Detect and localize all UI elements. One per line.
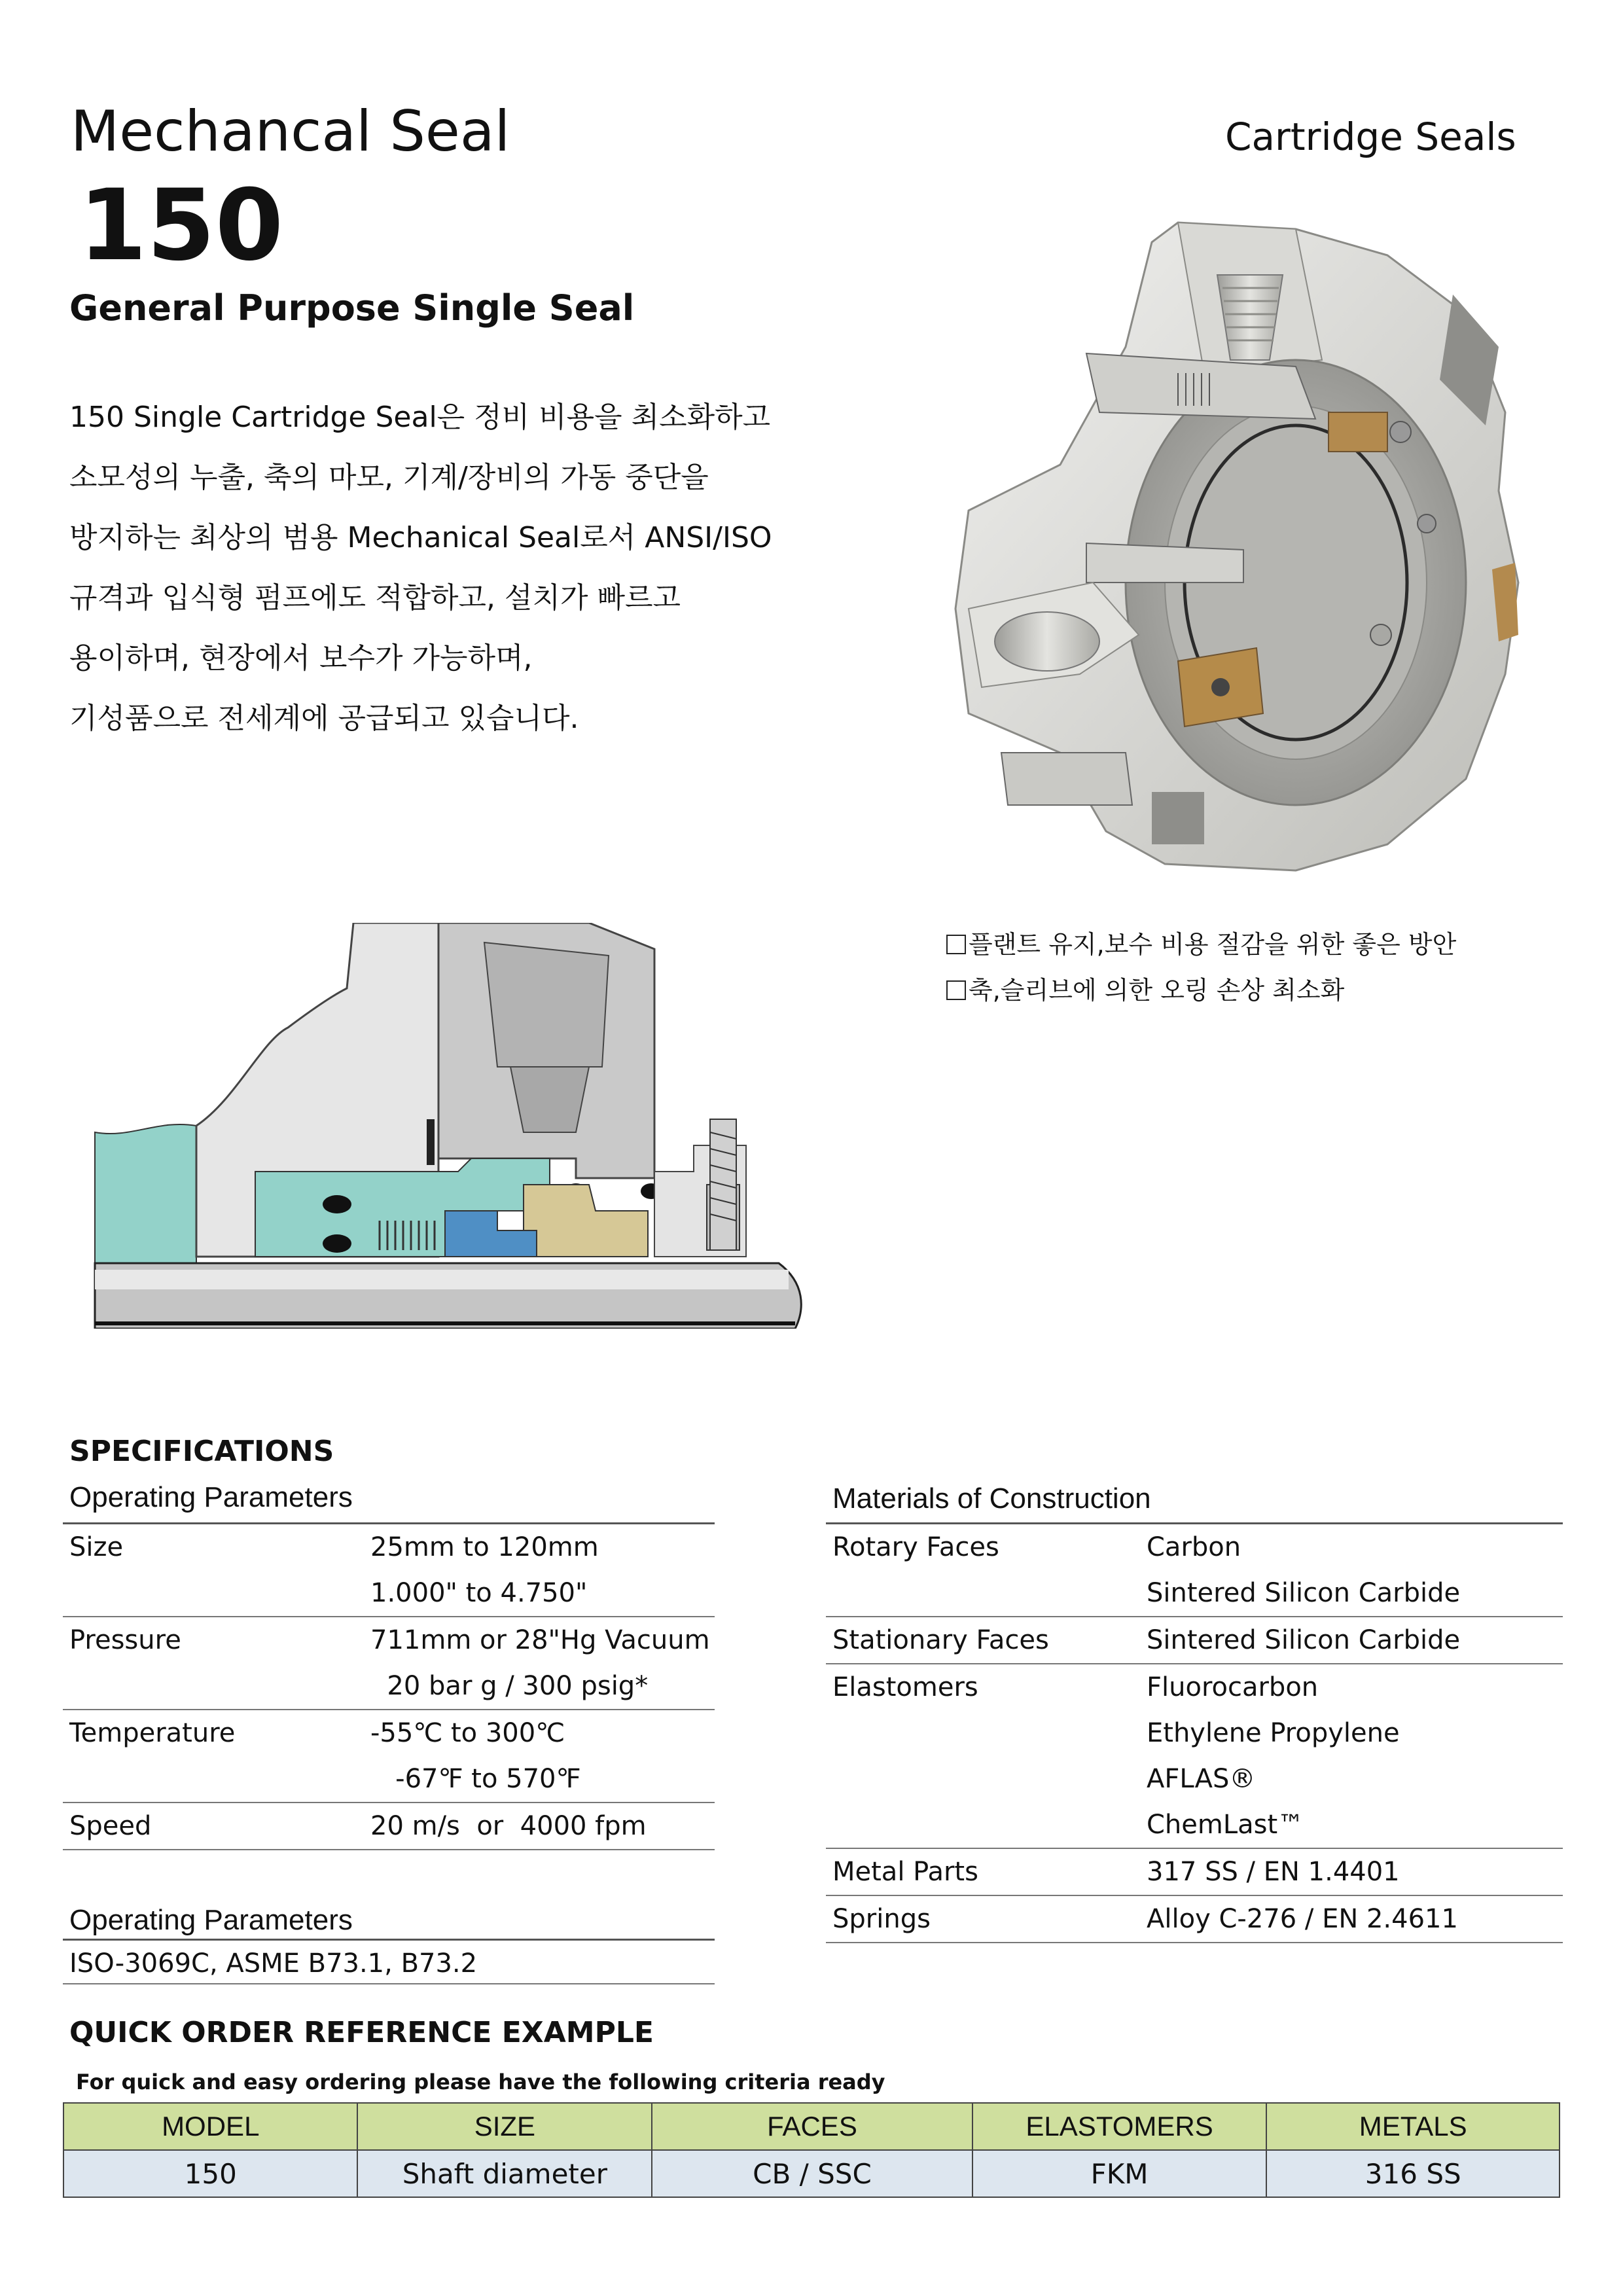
seal-3d-cutaway-illustration — [929, 216, 1531, 884]
material-value: Sintered Silicon Carbide — [1147, 1570, 1563, 1617]
order-heading: QUICK ORDER REFERENCE EXAMPLE — [69, 2016, 654, 2049]
category-label: Cartridge Seals — [1225, 115, 1516, 159]
feature-item: 축,슬리브에 의한 오링 손상 최소화 — [946, 967, 1456, 1013]
table-row — [826, 1664, 1563, 1710]
table-row — [63, 1710, 715, 1756]
material-value: Alloy C-276 / EN 2.4611 — [1147, 1895, 1563, 1943]
checkbox-icon — [946, 935, 966, 954]
material-label: Rotary Faces — [826, 1524, 1147, 1571]
param-value: -67℉ to 570℉ — [370, 1756, 715, 1803]
table-row — [63, 1803, 715, 1850]
table-row — [63, 1524, 715, 1571]
table-row — [826, 1524, 1563, 1571]
order-value-row — [63, 2150, 1560, 2197]
materials-heading: Materials of Construction — [832, 1482, 1151, 1515]
material-value: Fluorocarbon — [1147, 1672, 1319, 1702]
intro-line: 규격과 입식형 펌프에도 적합하고, 설치가 빠르고 — [69, 581, 681, 615]
order-header-row — [63, 2103, 1560, 2150]
table-row — [826, 1617, 1563, 1664]
checkbox-icon — [946, 980, 966, 1000]
table-row — [826, 1802, 1563, 1848]
param-value: -55℃ to 300℃ — [370, 1718, 565, 1748]
table-row — [826, 1756, 1563, 1802]
column-header: METALS — [1266, 2103, 1560, 2150]
operating-parameters-heading: Operating Parameters — [69, 1481, 353, 1513]
column-header: FACES — [652, 2103, 972, 2150]
page-title: Mechancal Seal — [71, 99, 510, 164]
seal-cross-section-diagram — [92, 923, 812, 1329]
intro-line: 150 Single Cartridge Seal은 정비 비용을 최소화하고 — [69, 401, 771, 434]
table-row — [63, 1663, 715, 1710]
table-row — [63, 1570, 715, 1617]
feature-item: 플랜트 유지,보수 비용 절감을 위한 좋은 방안 — [946, 922, 1456, 967]
param-value: 20 bar g / 300 psig* — [370, 1663, 715, 1710]
material-value: Ethylene Propylene — [1147, 1718, 1400, 1748]
param-value: 711mm or 28"Hg Vacuum — [370, 1625, 710, 1655]
table-row — [63, 1617, 715, 1663]
order-table — [63, 2102, 1560, 2198]
table-row — [826, 1570, 1563, 1617]
param-value: 1.000" to 4.750" — [370, 1570, 715, 1617]
table-row — [826, 1895, 1563, 1943]
feature-list — [946, 922, 1456, 1013]
param-label: Size — [63, 1524, 370, 1571]
material-label: Stationary Faces — [826, 1617, 1147, 1664]
param-label: Speed — [63, 1803, 370, 1850]
table-row — [826, 1848, 1563, 1895]
intro-line: 기성품으로 전세계에 공급되고 있습니다. — [69, 702, 579, 735]
order-cell: FKM — [972, 2150, 1267, 2197]
model-number: 150 — [79, 169, 284, 283]
material-value: Sintered Silicon Carbide — [1147, 1617, 1563, 1664]
intro-line: 용이하며, 현장에서 보수가 가능하며, — [69, 641, 533, 675]
param-value: 25mm to 120mm — [370, 1524, 715, 1571]
order-cell: 150 — [63, 2150, 357, 2197]
order-cell: Shaft diameter — [357, 2150, 652, 2197]
order-note: For quick and easy ordering please have the following criteria ready — [76, 2070, 885, 2094]
material-value: AFLAS® — [1147, 1764, 1256, 1794]
specifications-heading: SPECIFICATIONS — [69, 1435, 334, 1468]
param-label: Pressure — [69, 1625, 181, 1655]
param-label: Temperature — [69, 1718, 236, 1748]
intro-line: 방지하는 최상의 범용 Mechanical Seal로서 ANSI/ISO — [69, 521, 772, 554]
operating-parameters-table — [63, 1522, 715, 1850]
material-value: Carbon — [1147, 1524, 1563, 1571]
table-row — [63, 1756, 715, 1803]
material-value: ChemLast™ — [1147, 1802, 1563, 1848]
intro-line: 소모성의 누출, 축의 마모, 기계/장비의 가동 중단을 — [69, 461, 709, 494]
order-cell: CB / SSC — [652, 2150, 972, 2197]
param-value: 20 m/s or 4000 fpm — [370, 1803, 715, 1850]
intro-paragraph — [69, 387, 855, 749]
material-label: Elastomers — [832, 1672, 978, 1702]
column-header: ELASTOMERS — [972, 2103, 1267, 2150]
table-row — [826, 1710, 1563, 1756]
material-value: 317 SS / EN 1.4401 — [1147, 1848, 1563, 1895]
material-label: Metal Parts — [826, 1848, 1147, 1895]
standards-value: ISO-3069C, ASME B73.1, B73.2 — [63, 1939, 715, 1984]
column-header: MODEL — [63, 2103, 357, 2150]
order-cell: 316 SS — [1266, 2150, 1560, 2197]
page-subtitle: General Purpose Single Seal — [69, 287, 635, 329]
column-header: SIZE — [357, 2103, 652, 2150]
materials-table — [826, 1522, 1563, 1943]
standards-heading: Operating Parameters — [69, 1904, 353, 1936]
material-label: Springs — [826, 1895, 1147, 1943]
